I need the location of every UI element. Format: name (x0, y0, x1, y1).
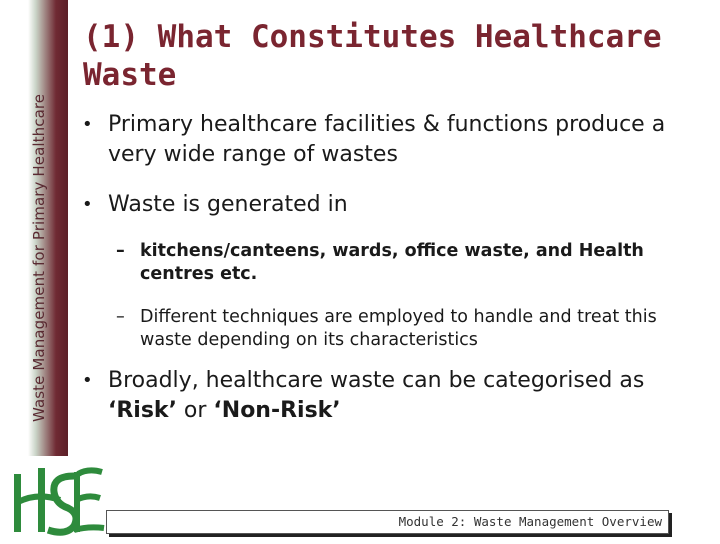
bullet-text: Waste is generated in (108, 192, 348, 217)
sub-bullet-item (82, 240, 682, 286)
footer-box (106, 510, 669, 534)
bullet-item (82, 366, 682, 426)
non-risk-term: ‘Non-Risk’ (213, 398, 341, 423)
dash-icon: – (116, 307, 125, 327)
side-banner-label: Waste Management for Primary Healthcare (30, 93, 48, 422)
sub-bullet-text: Different techniques are employed to handle and treat this waste depending on its characteristics (140, 307, 657, 350)
bullet-text: Primary healthcare facilities & functions produce a very wide range of wastes (108, 112, 666, 167)
bullet-item (82, 110, 682, 170)
bullet-dot-icon: • (82, 194, 93, 215)
bullet-list (82, 110, 682, 426)
sub-bullet-text: kitchens/canteens, wards, office waste, and Health centres etc. (140, 241, 644, 284)
bullet-dot-icon: • (82, 370, 93, 391)
footer-label: Module 2: Waste Management Overview (398, 514, 662, 529)
bullet-text: Broadly, healthcare waste can be categorised as ‘Risk’ or ‘Non-Risk’ (108, 368, 645, 423)
risk-term: ‘Risk’ (108, 398, 177, 423)
hse-logo (8, 456, 108, 540)
bullet-item (82, 190, 682, 220)
dash-icon: – (116, 241, 125, 261)
bullet-dot-icon: • (82, 114, 93, 135)
sub-bullet-item (82, 306, 682, 352)
slide-title: (1) What Constitutes Healthcare Waste (83, 19, 662, 93)
